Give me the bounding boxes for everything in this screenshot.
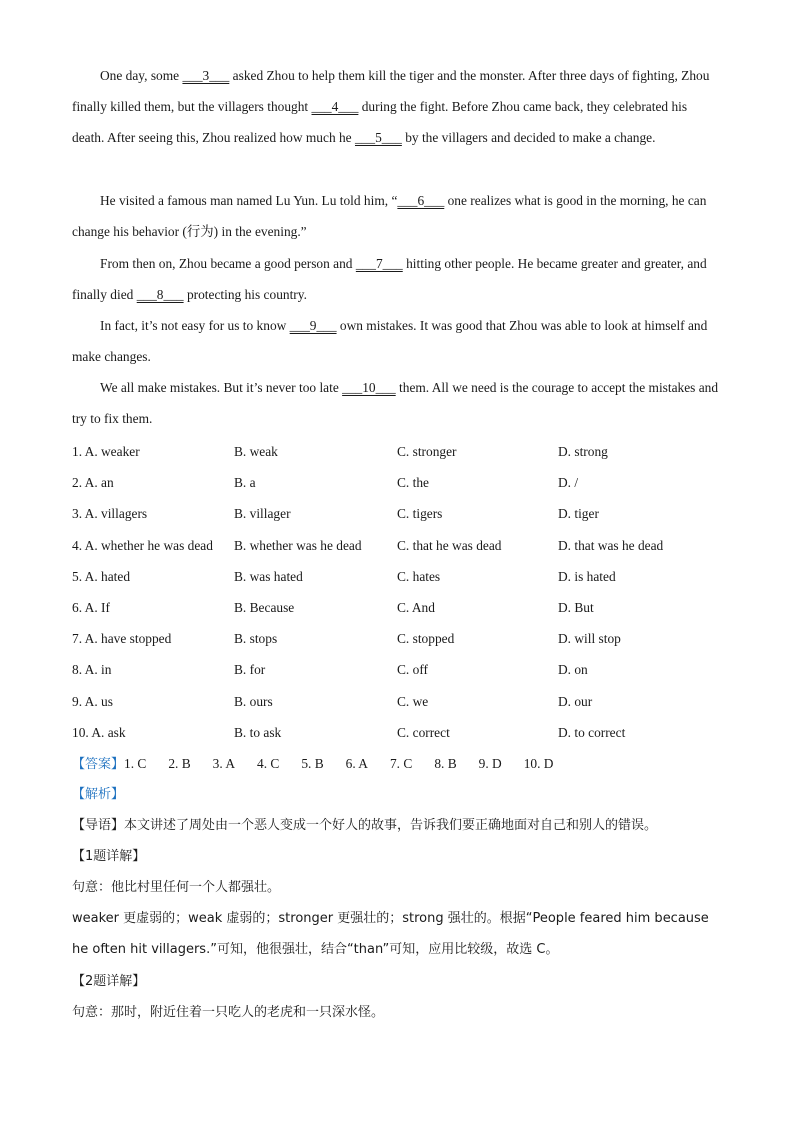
option-b: B. for <box>234 662 266 678</box>
blank-6: ___6___ <box>397 193 445 208</box>
text: asked Zhou to help them kill the tiger and the monster. After three days of fighting, Zhou finally killed them, but the villagers thought <box>72 68 710 115</box>
passage-paragraph-5 <box>72 372 720 434</box>
guide-label: 【导语】 <box>72 818 125 833</box>
analysis-label: 【解析】 <box>72 787 125 802</box>
option-c: C. stopped <box>397 631 455 647</box>
answer-item: 3. A <box>212 756 235 771</box>
q2-meaning: 句意：那时，附近住着一只吃人的老虎和一只深水怪。 <box>72 1005 385 1020</box>
option-d: D. strong <box>558 444 608 459</box>
text: He visited a famous man named Lu Yun. Lu told him, “ <box>100 193 398 208</box>
passage-paragraph-4 <box>72 310 720 372</box>
option-c: C. that he was dead <box>397 537 502 553</box>
option-c: C. we <box>397 693 429 709</box>
blank-4: ___4___ <box>311 99 359 115</box>
answer-label: 【答案】 <box>72 757 125 772</box>
option-b: B. was hated <box>234 568 303 584</box>
option-a: 8. A. in <box>72 662 112 678</box>
option-b: B. ours <box>234 693 273 709</box>
text: protecting his country. <box>183 287 307 303</box>
q1-detail-label: 【1题详解】 <box>72 849 146 864</box>
option-row-4 <box>72 530 722 561</box>
blank-3: ___3___ <box>182 68 230 83</box>
guide-section <box>72 810 657 841</box>
option-row-2 <box>72 467 722 498</box>
option-row-8 <box>72 654 722 685</box>
option-row-7 <box>72 623 722 654</box>
answer-item: 4. C <box>257 756 280 771</box>
text: In fact, it’s not easy for us to know <box>100 318 290 333</box>
answer-item: 1. C <box>124 756 147 771</box>
answer-item: 6. A <box>345 756 368 771</box>
option-c: C. hates <box>397 568 441 584</box>
option-c: C. off <box>397 662 428 678</box>
option-d: D. tiger <box>558 506 599 522</box>
option-row-10 <box>72 717 722 748</box>
text: by the villagers and decided to make a change. <box>401 130 656 146</box>
passage-paragraph-3 <box>72 248 720 310</box>
option-a: 9. A. us <box>72 693 113 709</box>
answer-item: 7. C <box>389 756 413 771</box>
answer-item: 5. B <box>301 756 324 771</box>
option-d: D. will stop <box>558 631 621 647</box>
q1-meaning: 句意：他比村里任何一个人都强壮。 <box>72 880 281 895</box>
blank-8: ___8___ <box>136 287 184 303</box>
option-c: C. correct <box>397 724 450 740</box>
option-a: 4. A. whether he was dead <box>72 537 213 553</box>
option-d: D. on <box>558 662 588 678</box>
option-a: 10. A. ask <box>72 724 126 740</box>
option-d: D. that was he dead <box>558 537 664 553</box>
option-row-3 <box>72 498 722 529</box>
blank-7: ___7___ <box>355 256 403 271</box>
guide-text: 本文讲述了周处由一个恶人变成一个好人的故事，告诉我们要正确地面对自己和别人的错误。 <box>124 818 658 833</box>
text: hitting other people. He became greater and greater, and finally died <box>72 256 707 303</box>
option-b: B. stops <box>234 631 278 647</box>
options-list <box>72 436 722 748</box>
answer-item: 8. B <box>434 756 457 771</box>
text: From then on, Zhou became a good person and <box>100 256 356 271</box>
option-a: 2. A. an <box>72 475 114 491</box>
option-b: B. whether was he dead <box>234 537 362 553</box>
blank-9: ___9___ <box>289 318 337 333</box>
blank-10: ___10___ <box>342 380 396 395</box>
option-row-5 <box>72 561 722 592</box>
option-a: 5. A. hated <box>72 568 131 584</box>
option-d: D. / <box>558 475 579 491</box>
option-b: B. villager <box>234 506 291 522</box>
option-b: B. to ask <box>234 724 282 740</box>
text: own mistakes. It was good that Zhou was able to look at himself and make changes. <box>72 318 708 365</box>
passage-paragraph-2 <box>72 185 720 247</box>
answer-key <box>72 748 575 780</box>
text: during the fight. Before Zhou came back, they celebrated his death. After seeing this, Zhou realized how much he <box>72 99 688 146</box>
option-a: 1. A. weaker <box>72 444 140 459</box>
option-b: B. a <box>234 475 256 491</box>
option-d: D. our <box>558 693 593 709</box>
answer-item: 10. D <box>523 756 554 771</box>
blank-5: ___5___ <box>354 130 402 146</box>
answer-item: 9. D <box>478 756 502 771</box>
option-b: B. Because <box>234 599 295 615</box>
option-row-6 <box>72 592 722 623</box>
option-row-9 <box>72 686 722 717</box>
q1-explanation: weaker 更虚弱的；weak 虚弱的；stronger 更强壮的；strong 强壮的。根据“People feared him because he often hit villagers.”可知，他很强壮，结合“than”可知，应用比较级，故选 C。 <box>72 911 709 958</box>
option-b: B. weak <box>234 444 278 459</box>
text: one realizes what is good in the morning, he can change his behavior (行为) in the evening.” <box>72 193 707 240</box>
option-c: C. stronger <box>397 444 457 459</box>
option-d: D. is hated <box>558 568 616 584</box>
q2-detail-label: 【2题详解】 <box>72 974 146 989</box>
text: We all make mistakes. But it’s never too late <box>100 380 343 395</box>
option-d: D. to correct <box>558 724 626 740</box>
text: them. All we need is the courage to accept the mistakes and try to fix them. <box>72 380 719 427</box>
option-c: C. tigers <box>397 506 443 522</box>
option-row-1 <box>72 436 722 467</box>
option-a: 3. A. villagers <box>72 506 148 522</box>
option-c: C. the <box>397 475 429 491</box>
passage-paragraph-1 <box>72 60 720 154</box>
option-a: 7. A. have stopped <box>72 631 172 647</box>
option-d: D. But <box>558 599 594 615</box>
text: One day, some <box>100 68 183 83</box>
option-c: C. And <box>397 599 435 615</box>
option-a: 6. A. If <box>72 599 110 615</box>
answer-item: 2. B <box>168 756 191 771</box>
